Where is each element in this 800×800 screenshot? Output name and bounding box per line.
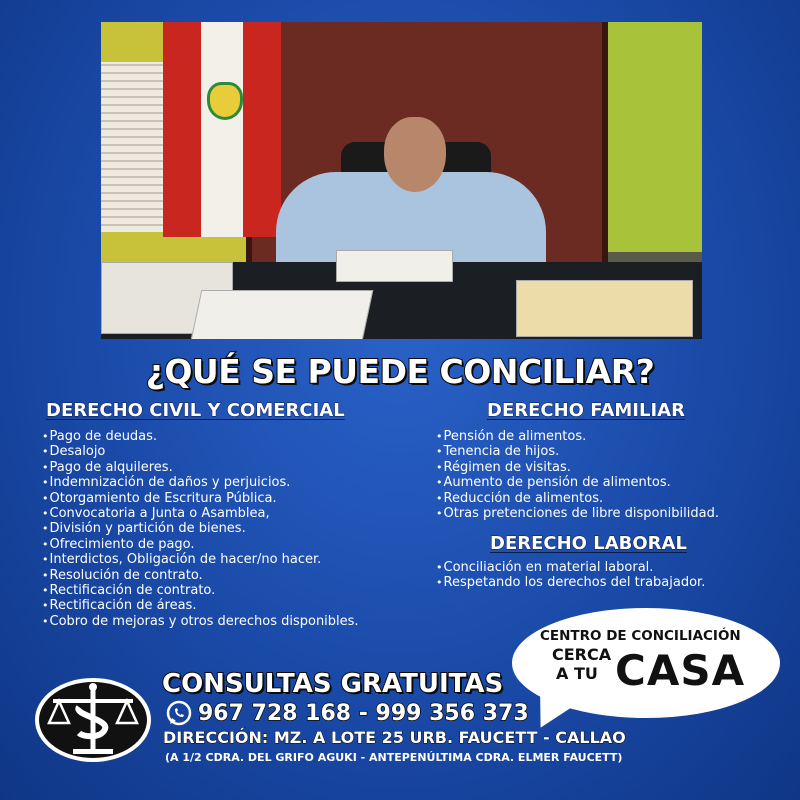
list-item: • Otras pretenciones de libre disponibilidad. <box>436 506 719 521</box>
person-head <box>384 117 446 192</box>
document <box>191 290 374 339</box>
civil-list <box>42 429 359 629</box>
laboral-list <box>436 560 705 591</box>
list-item: • Pago de alquileres. <box>42 460 359 475</box>
phone-numbers: 967 728 168 - 999 356 373 <box>198 700 529 726</box>
list-item: • Otorgamiento de Escritura Pública. <box>42 491 359 506</box>
list-item: • Resolución de contrato. <box>42 568 359 583</box>
list-item: • Rectificación de áreas. <box>42 598 359 613</box>
list-item: • Convocatoria a Junta o Asamblea, <box>42 506 359 521</box>
list-item: • Respetando los derechos del trabajador. <box>436 575 705 590</box>
whatsapp-icon <box>166 700 192 726</box>
list-item: • Indemnización de daños y perjuicios. <box>42 475 359 490</box>
section-title-familiar: DERECHO FAMILIAR <box>487 400 685 421</box>
list-item: • Interdictos, Obligación de hacer/no hacer. <box>42 552 359 567</box>
familiar-list <box>436 429 719 521</box>
list-item: • Conciliación en material laboral. <box>436 560 705 575</box>
free-consultations-heading: CONSULTAS GRATUITAS <box>162 669 504 699</box>
section-title-laboral: DERECHO LABORAL <box>490 533 687 554</box>
list-item: • Desalojo <box>42 444 359 459</box>
list-item: • Pensión de alimentos. <box>436 429 719 444</box>
list-item: • Pago de deudas. <box>42 429 359 444</box>
document <box>336 250 453 282</box>
section-title-civil: DERECHO CIVIL Y COMERCIAL <box>46 400 345 421</box>
justice-scales-logo <box>33 677 153 763</box>
list-item: • Rectificación de contrato. <box>42 583 359 598</box>
stacked-papers <box>101 62 171 232</box>
address-reference: (A 1/2 CDRA. DEL GRIFO AGUKI - ANTEPENÚLTIMA CDRA. ELMER FAUCETT) <box>165 751 623 764</box>
office-photo <box>101 22 702 339</box>
bubble-a-tu: A TU <box>556 664 598 683</box>
list-item: • Tenencia de hijos. <box>436 444 719 459</box>
list-item: • Régimen de visitas. <box>436 460 719 475</box>
document-folder <box>516 280 693 337</box>
address: DIRECCIÓN: MZ. A LOTE 25 URB. FAUCETT - CALLAO <box>163 728 626 747</box>
list-item: • Ofrecimiento de pago. <box>42 537 359 552</box>
bubble-casa: CASA <box>615 646 746 695</box>
bubble-cerca: CERCA <box>552 645 612 664</box>
peru-flag <box>163 22 281 237</box>
phone-row <box>166 700 529 726</box>
list-item: • Aumento de pensión de alimentos. <box>436 475 719 490</box>
list-item: • Reducción de alimentos. <box>436 491 719 506</box>
list-item: • División y partición de bienes. <box>42 521 359 536</box>
list-item: • Cobro de mejoras y otros derechos disponibles. <box>42 614 359 629</box>
bubble-center-title: CENTRO DE CONCILIACIÓN <box>540 628 741 644</box>
headline: ¿QUÉ SE PUEDE CONCILIAR? <box>145 352 655 391</box>
flag-crest <box>207 82 243 120</box>
